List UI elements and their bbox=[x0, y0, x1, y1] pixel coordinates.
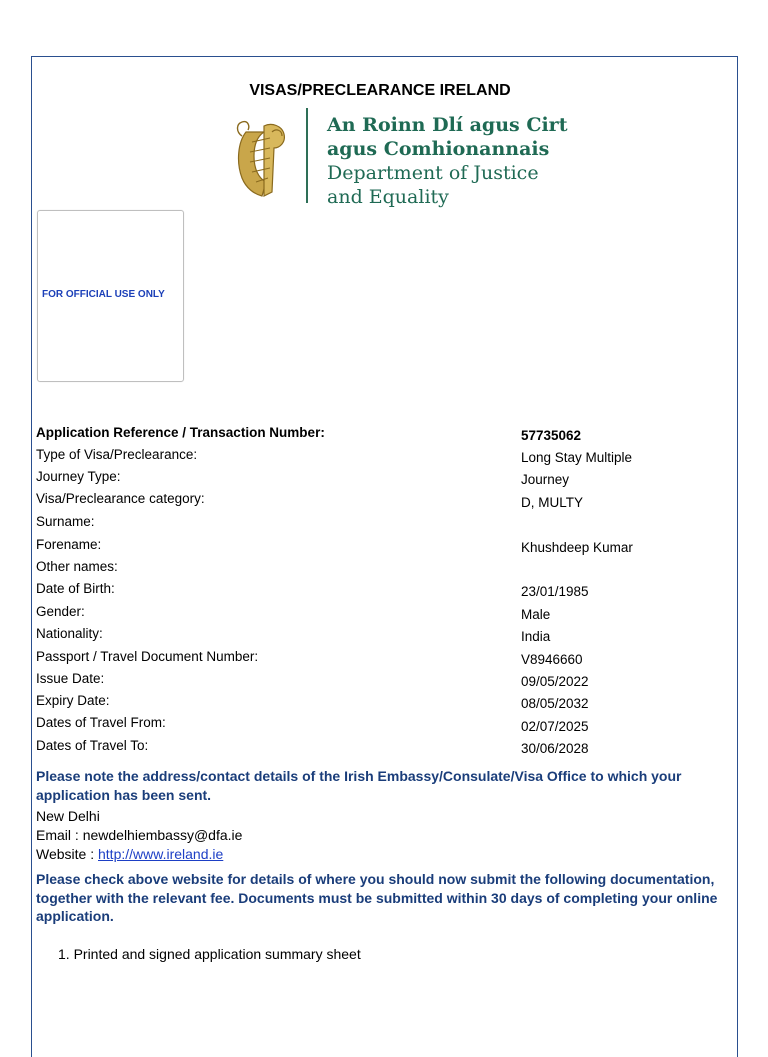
department-line-1: An Roinn Dlí agus Cirt bbox=[327, 114, 568, 136]
row-label-nationality: Nationality: bbox=[36, 626, 103, 641]
row-label-reference: Application Reference / Transaction Number: bbox=[36, 425, 325, 440]
row-value-travel-to: 30/06/2028 bbox=[521, 741, 589, 756]
row-label-gender: Gender: bbox=[36, 604, 85, 619]
email-line bbox=[36, 827, 242, 843]
row-label-visa-type: Type of Visa/Preclearance: bbox=[36, 447, 198, 462]
row-value-passport: V8946660 bbox=[521, 652, 583, 667]
row-value-issue-date: 09/05/2022 bbox=[521, 674, 589, 689]
website-line bbox=[36, 846, 223, 862]
email-label: Email : bbox=[36, 827, 83, 843]
document-list-item: 1. Printed and signed application summary sheet bbox=[58, 946, 361, 962]
row-label-other-names: Other names: bbox=[36, 559, 118, 574]
website-label: Website : bbox=[36, 846, 98, 862]
row-value-forename: Khushdeep Kumar bbox=[521, 540, 633, 555]
row-label-passport: Passport / Travel Document Number: bbox=[36, 649, 259, 664]
row-label-issue-date: Issue Date: bbox=[36, 671, 105, 686]
row-value-category: D, MULTY bbox=[521, 495, 584, 510]
department-line-3: Department of Justice bbox=[327, 162, 539, 184]
row-label-surname: Surname: bbox=[36, 514, 95, 529]
row-value-journey-type: Journey bbox=[521, 472, 570, 487]
official-use-box bbox=[37, 210, 184, 382]
website-link[interactable]: http://www.ireland.ie bbox=[98, 846, 224, 862]
email-address: newdelhiembassy@dfa.ie bbox=[82, 827, 243, 843]
row-label-expiry-date: Expiry Date: bbox=[36, 693, 110, 708]
row-value-dob: 23/01/1985 bbox=[521, 584, 589, 599]
logo-divider bbox=[306, 108, 308, 203]
department-logo-text bbox=[327, 113, 567, 209]
row-label-category: Visa/Preclearance category: bbox=[36, 491, 205, 506]
row-value-expiry-date: 08/05/2032 bbox=[521, 696, 589, 711]
row-label-dob: Date of Birth: bbox=[36, 581, 115, 596]
row-value-travel-from: 02/07/2025 bbox=[521, 719, 589, 734]
row-value-reference: 57735062 bbox=[521, 428, 582, 443]
row-label-travel-to: Dates of Travel To: bbox=[36, 738, 149, 753]
embassy-note: Please note the address/contact details of the Irish Embassy/Consulate/Visa Office to which your application has been sent. bbox=[36, 768, 682, 803]
row-label-journey-type: Journey Type: bbox=[36, 469, 121, 484]
row-value-visa-type: Long Stay Multiple bbox=[521, 450, 633, 465]
department-line-2: agus Comhionannais bbox=[327, 138, 550, 160]
document-title: VISAS/PRECLEARANCE IRELAND bbox=[249, 82, 511, 99]
submission-note: Please check above website for details of where you should now submit the following documentation, together with the relevant fee. Documents must be submitted within 30 days of completing your online application. bbox=[36, 871, 718, 924]
row-value-gender: Male bbox=[521, 607, 551, 622]
office-location: New Delhi bbox=[36, 808, 100, 824]
row-value-nationality: India bbox=[521, 629, 551, 644]
row-label-travel-from: Dates of Travel From: bbox=[36, 715, 166, 730]
official-use-label: FOR OFFICIAL USE ONLY bbox=[42, 289, 165, 300]
row-label-forename: Forename: bbox=[36, 537, 102, 552]
harp-crest-icon bbox=[228, 112, 294, 204]
department-line-4: and Equality bbox=[327, 186, 449, 208]
